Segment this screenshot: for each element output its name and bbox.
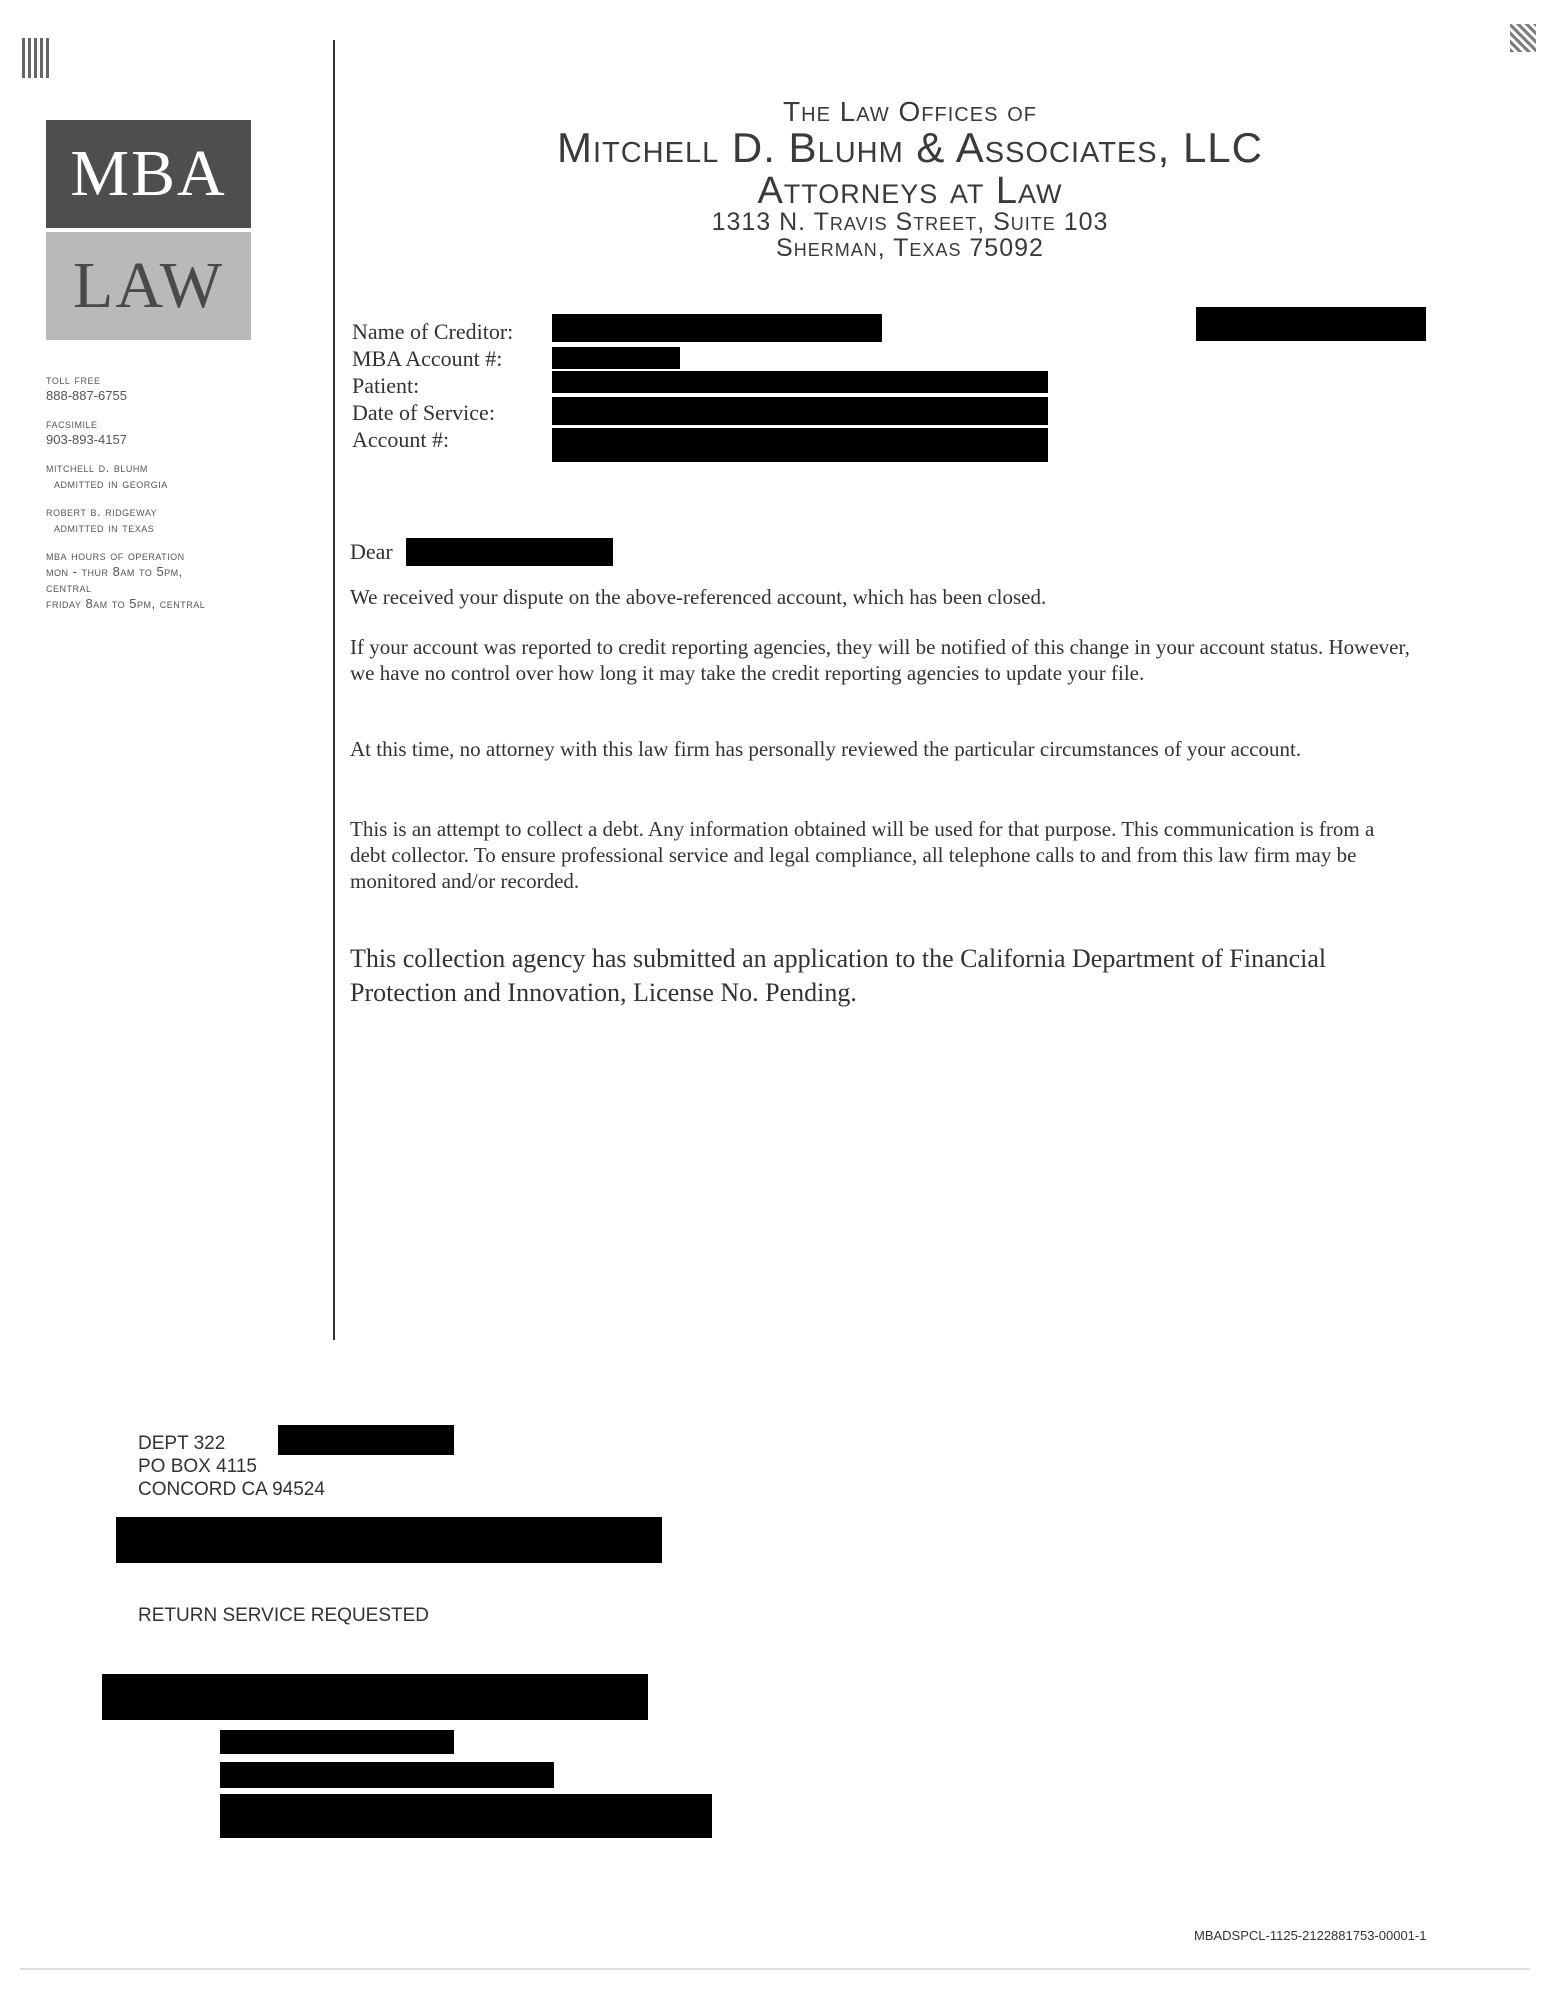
facsimile-label: facsimile xyxy=(46,416,98,431)
redaction-bar xyxy=(116,1517,662,1563)
return-address-line-2: PO BOX 4115 xyxy=(138,1456,257,1477)
redaction-bar xyxy=(552,397,1048,425)
redaction-bar xyxy=(552,347,680,369)
return-address-line-1: DEPT 322 xyxy=(138,1433,226,1454)
patient-label: Patient: xyxy=(352,373,420,398)
hours-title: mba hours of operation xyxy=(46,548,185,563)
hours-line-1: mon - thur 8am to 5pm, xyxy=(46,564,183,579)
redaction-bar xyxy=(552,371,1048,393)
redaction-bar xyxy=(220,1794,712,1838)
barcode-icon xyxy=(22,38,50,78)
redaction-bar xyxy=(102,1674,648,1720)
paragraph-3: At this time, no attorney with this law firm has personally reviewed the particular circumstances of your account. xyxy=(350,737,1302,761)
hours-line-3: friday 8am to 5pm, central xyxy=(46,596,206,611)
creditor-label: Name of Creditor: xyxy=(352,319,514,344)
paragraph-2: If your account was reported to credit reporting agencies, they will be notified of this change in your account status. However, we have no control over how long it may take the credit reporting agencies to update your file. xyxy=(350,635,1410,685)
hours-line-2: central xyxy=(46,580,92,595)
attorney-2-admission: admitted in texas xyxy=(54,520,155,535)
bottom-edge xyxy=(20,1968,1530,1970)
redaction-bar xyxy=(220,1762,554,1788)
logo-law: LAW xyxy=(46,232,251,340)
return-service-requested: RETURN SERVICE REQUESTED xyxy=(138,1605,430,1626)
mba-account-label: MBA Account #: xyxy=(352,346,503,371)
letterhead-line-3: Attorneys at Law xyxy=(757,170,1063,212)
paragraph-4: This is an attempt to collect a debt. Any information obtained will be used for that purpose. This communication is from a debt collector. To ensure professional service and legal compliance, all telephone calls to and from this law firm may be monitored and/or recorded. xyxy=(350,817,1375,893)
attorney-1-admission: admitted in georgia xyxy=(54,476,168,491)
account-number-label: Account #: xyxy=(352,427,450,452)
divider-line xyxy=(333,40,335,1340)
attorney-1-name: mitchell d. bluhm xyxy=(46,460,148,475)
redaction-bar xyxy=(406,538,613,566)
paragraph-1: We received your dispute on the above-referenced account, which has been closed. xyxy=(350,585,1047,609)
redaction-bar xyxy=(552,314,882,342)
toll-free-number: 888-887-6755 xyxy=(46,388,127,403)
logo-mba: MBA xyxy=(46,120,251,228)
barcode-icon xyxy=(1510,24,1536,52)
letterhead-firm-name: Mitchell D. Bluhm & Associates, LLC xyxy=(556,124,1264,171)
attorney-2-name: robert b. ridgeway xyxy=(46,504,158,519)
document-code: MBADSPCL-1125-2122881753-00001-1 xyxy=(1194,1928,1427,1943)
letterhead-street: 1313 N. Travis Street, Suite 103 xyxy=(711,208,1109,236)
paragraph-5-license: This collection agency has submitted an application to the California Department of Financial Protection and Innovation, License No. Pending. xyxy=(350,944,1327,1007)
toll-free-label: toll free xyxy=(46,372,101,387)
return-address-line-3: CONCORD CA 94524 xyxy=(138,1479,325,1500)
redaction-bar xyxy=(220,1730,454,1754)
sidebar-contact xyxy=(46,372,296,624)
redaction-bar xyxy=(552,428,1048,462)
letterhead-city: Sherman, Texas 75092 xyxy=(776,234,1044,262)
letterhead-line-1: The Law Offices of xyxy=(783,96,1037,127)
facsimile-number: 903-893-4157 xyxy=(46,432,127,447)
redaction-bar xyxy=(1196,307,1426,341)
date-of-service-label: Date of Service: xyxy=(352,400,495,425)
salutation: Dear xyxy=(350,539,393,564)
redaction-bar xyxy=(278,1425,454,1455)
